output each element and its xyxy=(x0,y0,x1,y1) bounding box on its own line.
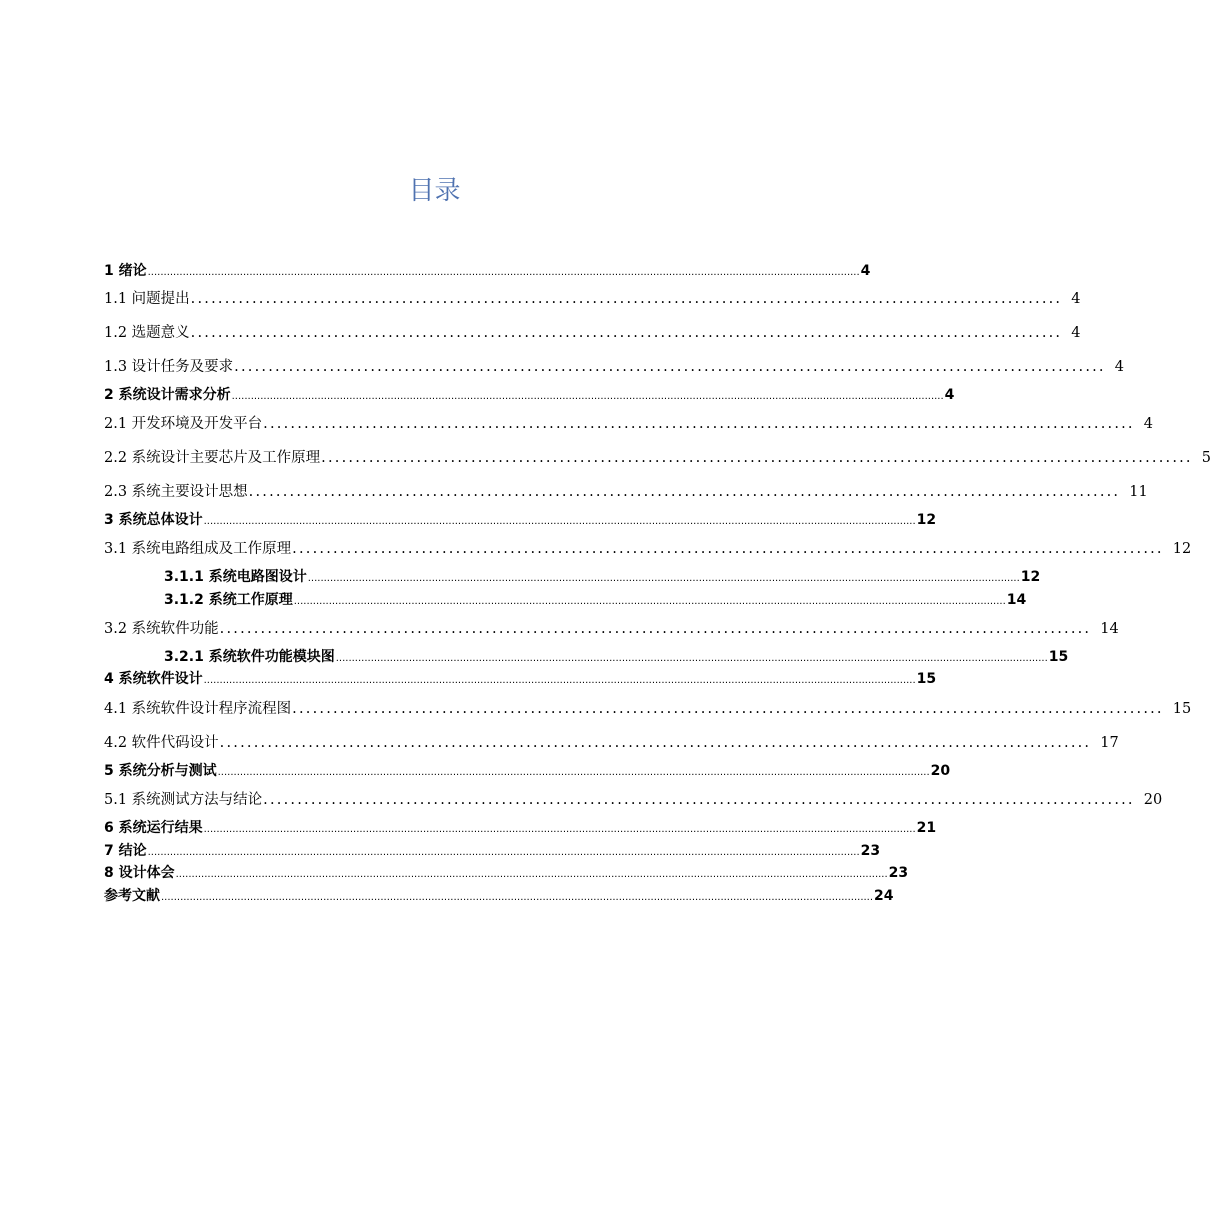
toc-entry-page: 15 xyxy=(916,671,937,687)
toc-entry-label: 1.1 问题提出 xyxy=(104,291,190,307)
dot-leader: ................................................................................................................................ xyxy=(292,541,1164,557)
toc-entry-label: 3.1.1 系统电路图设计 xyxy=(164,569,307,585)
toc-entry-page: 4 xyxy=(860,263,871,279)
dot-leader: ................................................................................................................................................................................................................................ xyxy=(293,596,1006,607)
toc-entry[interactable] xyxy=(104,760,951,780)
dot-leader: ................................................................................................................................ xyxy=(321,450,1193,466)
toc-entry-page: 23 xyxy=(888,865,909,881)
toc-entry-page: 17 xyxy=(1100,735,1119,751)
toc-entry-label: 2.1 开发环境及开发平台 xyxy=(104,416,263,432)
toc-entry-page: 12 xyxy=(1172,541,1192,557)
toc-entry[interactable] xyxy=(104,355,1124,376)
toc-entry[interactable] xyxy=(104,731,1119,752)
toc-entry[interactable] xyxy=(164,646,1069,666)
dot-leader: ................................................................................................................................................................................................................................ xyxy=(335,653,1048,664)
toc-entry[interactable] xyxy=(104,788,1163,809)
toc-entry-label: 1.3 设计任务及要求 xyxy=(104,359,234,375)
toc-entry-page: 12 xyxy=(916,512,937,528)
dot-leader: ................................................................................................................................................................................................................................ xyxy=(217,767,930,778)
toc-entry-page: 4 xyxy=(1114,359,1124,375)
toc-entry[interactable] xyxy=(104,509,937,529)
toc-entry-label: 3.1 系统电路组成及工作原理 xyxy=(104,541,292,557)
dot-leader: ................................................................................................................................ xyxy=(219,621,1092,637)
toc-entry[interactable] xyxy=(104,537,1192,558)
toc-entry-page: 20 xyxy=(930,763,951,779)
dot-leader: ................................................................................................................................ xyxy=(263,792,1135,808)
toc-entry-label: 3.2.1 系统软件功能模块图 xyxy=(164,649,335,665)
toc-entry-label: 4.1 系统软件设计程序流程图 xyxy=(104,701,292,717)
toc-entry-page: 11 xyxy=(1129,484,1148,500)
toc-entry-label: 参考文献 xyxy=(104,888,160,904)
toc-entry-page: 15 xyxy=(1048,649,1069,665)
dot-leader: ................................................................................................................................ xyxy=(219,735,1092,751)
toc-entry-label: 5.1 系统测试方法与结论 xyxy=(104,792,263,808)
toc-entry-label: 5 系统分析与测试 xyxy=(104,763,217,779)
dot-leader: ................................................................................................................................ xyxy=(190,291,1063,307)
toc-entry-page: 21 xyxy=(916,820,937,836)
toc-title: 目录 xyxy=(408,176,461,206)
toc-entry-page: 20 xyxy=(1143,792,1163,808)
toc-entry-page: 23 xyxy=(860,843,881,859)
dot-leader: ................................................................................................................................................................................................................................ xyxy=(175,869,888,880)
toc-entry[interactable] xyxy=(104,480,1148,501)
toc-entry-label: 4.2 软件代码设计 xyxy=(104,735,219,751)
toc-entry-page: 5 xyxy=(1201,450,1211,466)
toc-entry-label: 6 系统运行结果 xyxy=(104,820,203,836)
toc-entry-page: 12 xyxy=(1020,569,1041,585)
toc-entry-label: 2.2 系统设计主要芯片及工作原理 xyxy=(104,450,321,466)
toc-entry[interactable] xyxy=(104,840,881,860)
toc-entry-label: 3.2 系统软件功能 xyxy=(104,621,219,637)
toc-entry-page: 4 xyxy=(1071,291,1081,307)
toc-entry[interactable] xyxy=(104,287,1081,308)
toc-entry[interactable] xyxy=(164,589,1027,609)
toc-entry[interactable] xyxy=(104,697,1192,718)
toc-entry-label: 3.1.2 系统工作原理 xyxy=(164,592,293,608)
toc-entry-label: 1 绪论 xyxy=(104,263,147,279)
toc-entry-page: 15 xyxy=(1172,701,1192,717)
dot-leader: ................................................................................................................................ xyxy=(248,484,1121,500)
toc-entry-label: 7 结论 xyxy=(104,843,147,859)
dot-leader: ................................................................................................................................................................................................................................ xyxy=(147,267,860,278)
toc-entry[interactable] xyxy=(104,668,937,688)
dot-leader: ................................................................................................................................ xyxy=(292,701,1164,717)
dot-leader: ................................................................................................................................................................................................................................ xyxy=(307,573,1020,584)
toc-entry[interactable] xyxy=(104,321,1081,342)
dot-leader: ................................................................................................................................................................................................................................ xyxy=(203,516,916,527)
toc-entry[interactable] xyxy=(164,566,1041,586)
toc-entry[interactable] xyxy=(104,862,909,882)
dot-leader: ................................................................................................................................................................................................................................ xyxy=(147,847,860,858)
toc-entry-page: 4 xyxy=(1143,416,1153,432)
toc-entry[interactable] xyxy=(104,817,937,837)
toc-entry[interactable] xyxy=(104,384,955,404)
dot-leader: ................................................................................................................................................................................................................................ xyxy=(161,892,874,903)
toc-entry[interactable] xyxy=(104,412,1153,433)
toc-entry-label: 2.3 系统主要设计思想 xyxy=(104,484,248,500)
toc-entry[interactable] xyxy=(104,446,1211,467)
toc-entry-page: 24 xyxy=(874,888,894,904)
toc-entry-page: 4 xyxy=(944,387,955,403)
dot-leader: ................................................................................................................................ xyxy=(263,416,1135,432)
toc-entry[interactable] xyxy=(104,885,894,905)
toc-entry-label: 2 系统设计需求分析 xyxy=(104,387,231,403)
toc-entry-label: 8 设计体会 xyxy=(104,865,175,881)
dot-leader: ................................................................................................................................................................................................................................ xyxy=(231,391,944,402)
dot-leader: ................................................................................................................................ xyxy=(234,359,1106,375)
toc-entry-label: 1.2 选题意义 xyxy=(104,325,190,341)
toc-entry-page: 14 xyxy=(1100,621,1119,637)
toc-entry-page: 4 xyxy=(1071,325,1081,341)
toc-entry[interactable] xyxy=(104,260,871,280)
toc-entry[interactable] xyxy=(104,617,1119,638)
toc-entry-label: 4 系统软件设计 xyxy=(104,671,203,687)
dot-leader: ................................................................................................................................................................................................................................ xyxy=(203,675,916,686)
dot-leader: ................................................................................................................................ xyxy=(190,325,1063,341)
toc-entry-page: 14 xyxy=(1006,592,1027,608)
toc-entry-label: 3 系统总体设计 xyxy=(104,512,203,528)
dot-leader: ................................................................................................................................................................................................................................ xyxy=(203,824,916,835)
